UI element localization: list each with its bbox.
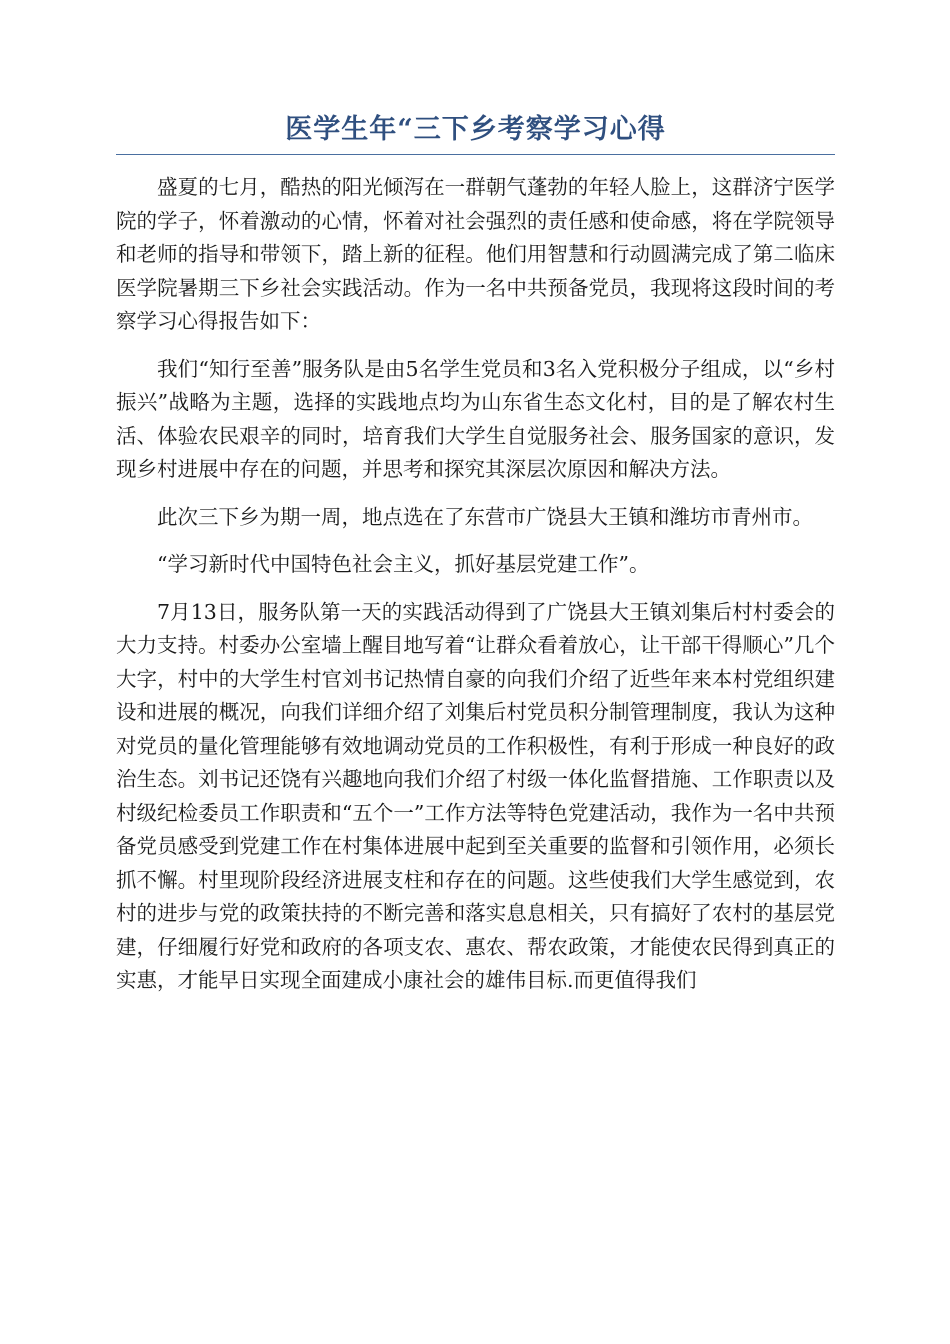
paragraph-location: 此次三下乡为期一周，地点选在了东营市广饶县大王镇和潍坊市青州市。 — [157, 504, 813, 529]
paragraph-day-one: 7月13日，服务队第一天的实践活动得到了广饶县大王镇刘集后村村委会的大力支持。村委办公室墙上醒目地写着“让群众看着放心，让干部干得顺心”几个大字，村中的大学生村官刘书记热情自豪的向我们介绍了近些年来本村党组织建设和进展的概况，向我们详细介绍了刘集后村党员积分制管理制度，我认为这种对党员的量化管理能够有效地调动党员的工作积极性，有利于形成一种良好的政治生态。刘书记还饶有兴趣地向我们介绍了村级一体化监督措施、工作职责以及村级纪检委员工作职责和“五个一”工作方法等特色党建活动，我作为一名中共预备党员感受到党建工作在村集体进展中起到至关重要的监督和引领作用，必须长抓不懈。村里现阶段经济进展支柱和存在的问题。这些使我们大学生感觉到，农村的进步与党的政策扶持的不断完善和落实息息相关，只有搞好了农村的基层党建，仔细履行好党和政府的各项支农、惠农、帮农政策，才能使农民得到真正的实惠，才能早日实现全面建成小康社会的雄伟目标.而更值得我们 — [116, 599, 835, 992]
title-underline — [116, 154, 835, 155]
paragraph-team: 我们“知行至善”服务队是由5名学生党员和3名入党积极分子组成，以“乡村振兴”战略为主题，选择的实践地点均为山东省生态文化村，目的是了解农村生活、体验农民艰辛的同时，培育我们大学生自觉服务社会、服务国家的意识，发现乡村进展中存在的问题，并思考和探究其深层次原因和解决方法。 — [116, 356, 835, 481]
document-page — [116, 108, 835, 1012]
document-title: 医学生年“三下乡考察学习心得 — [285, 114, 666, 145]
paragraph-theme: “学习新时代中国特色社会主义，抓好基层党建工作”。 — [157, 552, 650, 576]
paragraph-intro: 盛夏的七月，酷热的阳光倾泻在一群朝气蓬勃的年轻人脸上，这群济宁医学院的学子，怀着激动的心情，怀着对社会强烈的责任感和使命感，将在学院领导和老师的指导和带领下，踏上新的征程。他们用智慧和行动圆满完成了第二临床医学院暑期三下乡社会实践活动。作为一名中共预备党员，我现将这段时间的考察学习心得报告如下： — [116, 175, 835, 333]
